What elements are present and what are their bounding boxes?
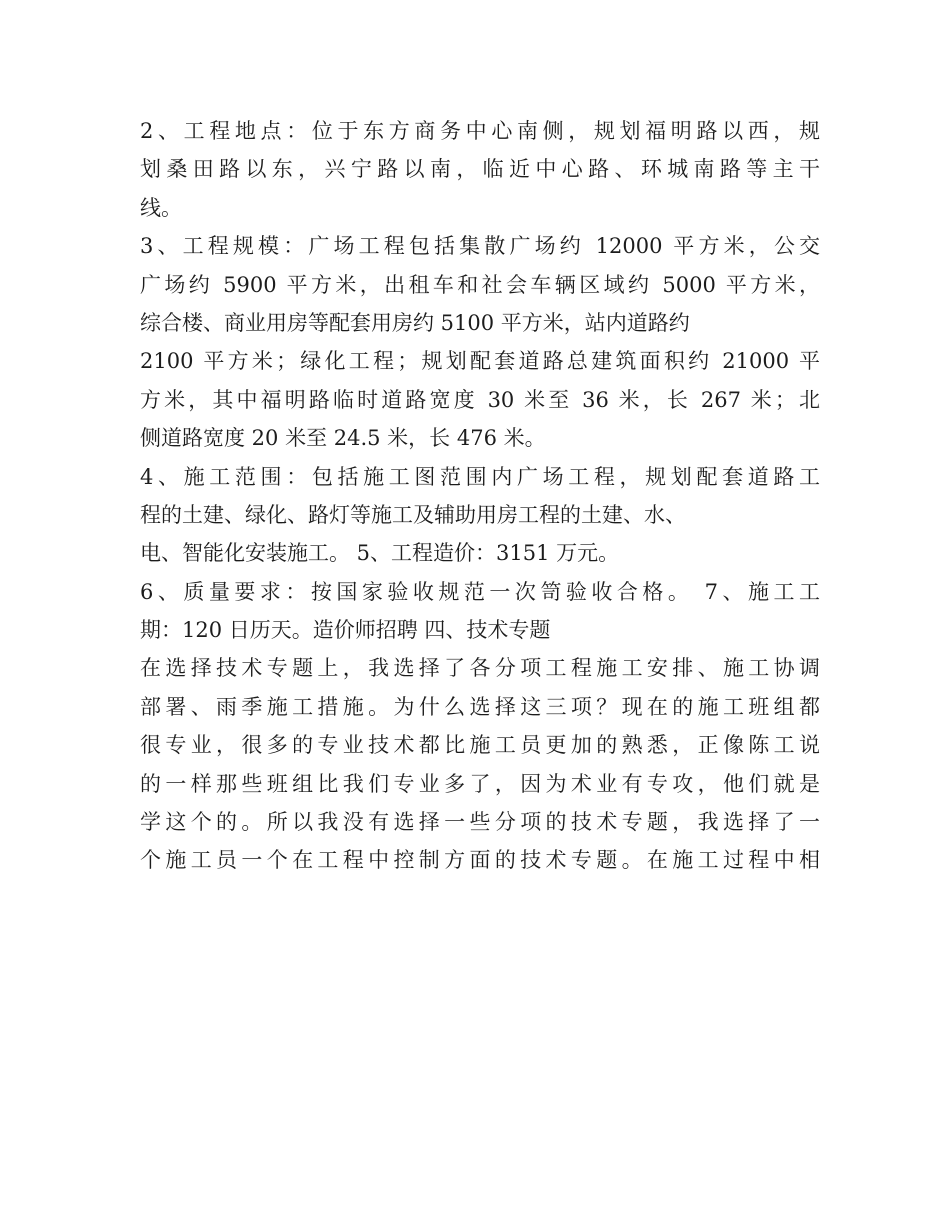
text-line: 划桑田路以东，兴宁路以南，临近中心路、环城南路等主干 — [140, 157, 820, 182]
text-line: 很专业，很多的专业技术都比施工员更加的熟悉，正像陈工说 — [140, 733, 820, 758]
text-line: 的一样那些班组比我们专业多了，因为术业有专攻，他们就是 — [140, 771, 820, 796]
text-line: 在选择技术专题上，我选择了各分项工程施工安排、施工协调 — [140, 656, 820, 681]
text-line: 6、质量要求：按国家验收规范一次笥验收合格。 7、施工工 — [140, 579, 820, 604]
text-line: 线。 — [140, 195, 182, 220]
text-line: 2100 平方米；绿化工程；规划配套道路总建筑面积约 21000 平 — [140, 349, 820, 374]
text-line: 侧道路宽度 20 米至 24.5 米，长 476 米。 — [140, 426, 546, 451]
text-line: 个施工员一个在工程中控制方面的技术专题。在施工过程中相 — [140, 848, 820, 873]
text-line: 期：120 日历天。造价师招聘 四、技术专题 — [140, 618, 551, 643]
text-line: 2、工程地点：位于东方商务中心南侧，规划福明路以西，规 — [140, 119, 820, 143]
text-line: 广场约 5900 平方米，出租车和社会车辆区域约 5000 平方米， — [140, 272, 820, 297]
text-line: 4、施工范围：包括施工图范围内广场工程，规划配套道路工 — [140, 464, 820, 489]
text-line: 3、工程规模：广场工程包括集散广场约 12000 平方米，公交 — [140, 234, 820, 259]
text-line: 综合楼、商业用房等配套用房约 5100 平方米，站内道路约 — [140, 310, 690, 335]
text-line: 程的土建、绿化、路灯等施工及辅助用房工程的土建、水、 — [140, 502, 686, 527]
text-line: 学这个的。所以我没有选择一些分项的技术专题，我选择了一 — [140, 810, 820, 835]
text-line: 方米，其中福明路临时道路宽度 30 米至 36 米，长 267 米；北 — [140, 387, 820, 412]
text-line: 电、智能化安装施工。 5、工程造价：3151 万元。 — [140, 541, 620, 566]
body-text — [140, 112, 820, 880]
text-line: 部署、雨季施工措施。为什么选择这三项？现在的施工班组都 — [140, 694, 820, 719]
